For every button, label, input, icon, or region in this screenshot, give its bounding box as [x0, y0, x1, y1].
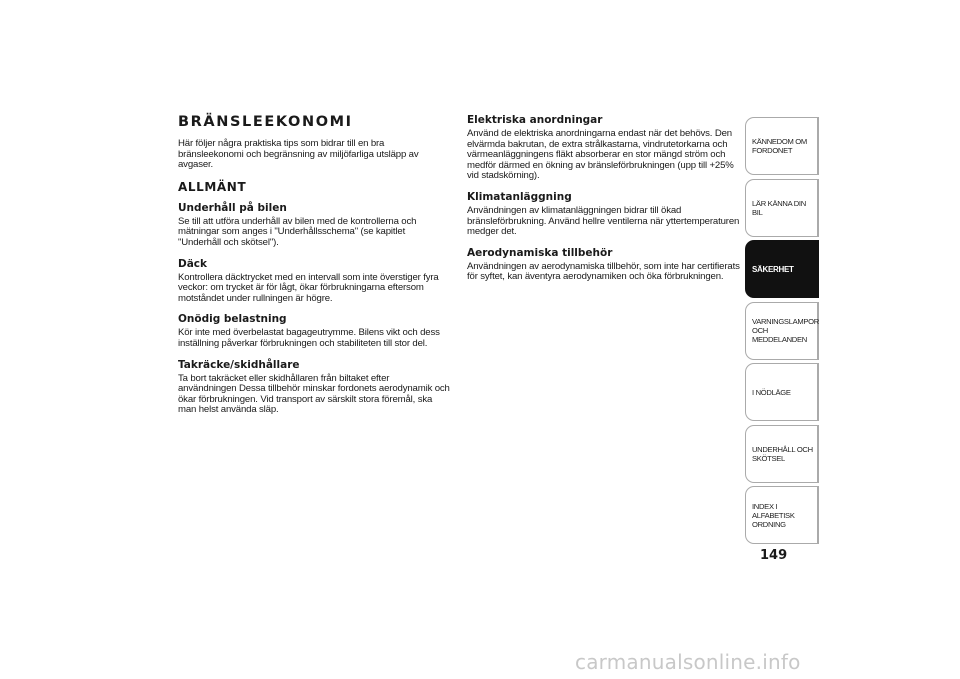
tab-i-nodlage[interactable]	[745, 363, 819, 421]
tab-label: KÄNNEDOM OM FORDONET	[752, 137, 807, 155]
watermark: carmanualsonline.info	[575, 650, 801, 674]
tab-sakerhet[interactable]	[745, 240, 819, 298]
tip-text: Använd de elektriska anordningarna endast när det behövs. Den elvärmda bakrutan, de extra strålkastarna, vindrutetorkarna och värmeanläggningens fläkt absorberar en stor mängd ström och medför därmed en ökning av bränsleförbrukningen (upp till +25% vid stadskörning).	[467, 128, 734, 182]
page-number: 149	[760, 548, 788, 563]
tip-block	[178, 202, 450, 249]
tab-label: VARNINGSLAMPOR OCH MEDDELANDEN	[752, 317, 819, 344]
tip-block	[467, 191, 742, 238]
tab-underhall-och-skotsel[interactable]	[745, 425, 819, 483]
tab-index[interactable]	[745, 486, 819, 544]
chapter-tabs	[745, 117, 819, 548]
tip-block	[467, 114, 742, 182]
tab-label: LÄR KÄNNA DIN BIL	[752, 198, 806, 217]
tip-text: Kontrollera däcktrycket med en intervall som inte överstiger fyra veckor: om trycket är för lågt, ökar förbrukningarna eftersom motståndet under rullningen är högre.	[178, 271, 439, 304]
tab-label: UNDERHÅLL OCH SKÖTSEL	[752, 444, 813, 463]
tab-label: I NÖDLÄGE	[752, 387, 791, 397]
tip-block	[178, 313, 450, 349]
tip-heading: Underhåll på bilen	[178, 201, 287, 214]
tab-label: INDEX I ALFABETISK ORDNING	[752, 501, 795, 529]
tip-heading: Elektriska anordningar	[467, 114, 603, 126]
tip-text: Användningen av aerodynamiska tillbehör, som inte har certifierats för syftet, kan äventyra aerodynamiken och öka förbrukningen.	[467, 260, 740, 283]
tip-block	[178, 359, 450, 416]
tip-block	[467, 247, 742, 283]
tip-heading: Takräcke/skidhållare	[178, 358, 300, 371]
tip-text: Ta bort takräcket eller skidhållaren från biltaket efter användningen Dessa tillbehör minskar fordonets aerodynamik och ökar förbrukningen. Vid transport av särskilt stora föremål, ska man helst använda släp.	[178, 372, 450, 416]
page-title: BRÄNSLEEKONOMI	[178, 114, 353, 130]
tab-kannedom-om-fordonet[interactable]	[745, 117, 819, 175]
intro-paragraph: Här följer några praktiska tips som bidrar till en bra bränsleekonomi och begränsning av miljöfarliga utsläpp av avgaser.	[178, 138, 419, 171]
tip-text: Se till att utföra underhåll av bilen med de kontrollerna och mätningar som anges i "Underhållsschema" (se kapitlet "Underhåll och skötsel").	[178, 215, 417, 248]
tip-heading: Klimatanläggning	[467, 190, 572, 203]
left-column	[178, 114, 450, 425]
tip-text: Kör inte med överbelastat bagageutrymme. Bilens vikt och dess inställning påverkar förbrukningen och stabiliteten till stor del.	[178, 327, 440, 349]
tip-block	[178, 258, 450, 305]
tab-varningslampor[interactable]	[745, 302, 819, 360]
tab-lar-kanna-din-bil[interactable]	[745, 179, 819, 237]
tip-text: Användningen av klimatanläggningen bidrar till ökad bränsleförbrukning. Använd hellre ventilerna när yttertemperaturen medger det.	[467, 204, 740, 238]
right-column	[467, 114, 742, 292]
section-heading: ALLMÄNT	[178, 179, 247, 194]
tab-label: SÄKERHET	[752, 264, 794, 274]
tip-heading: Aerodynamiska tillbehör	[467, 246, 613, 259]
tip-heading: Onödig belastning	[178, 313, 287, 326]
tip-heading: Däck	[178, 257, 208, 270]
